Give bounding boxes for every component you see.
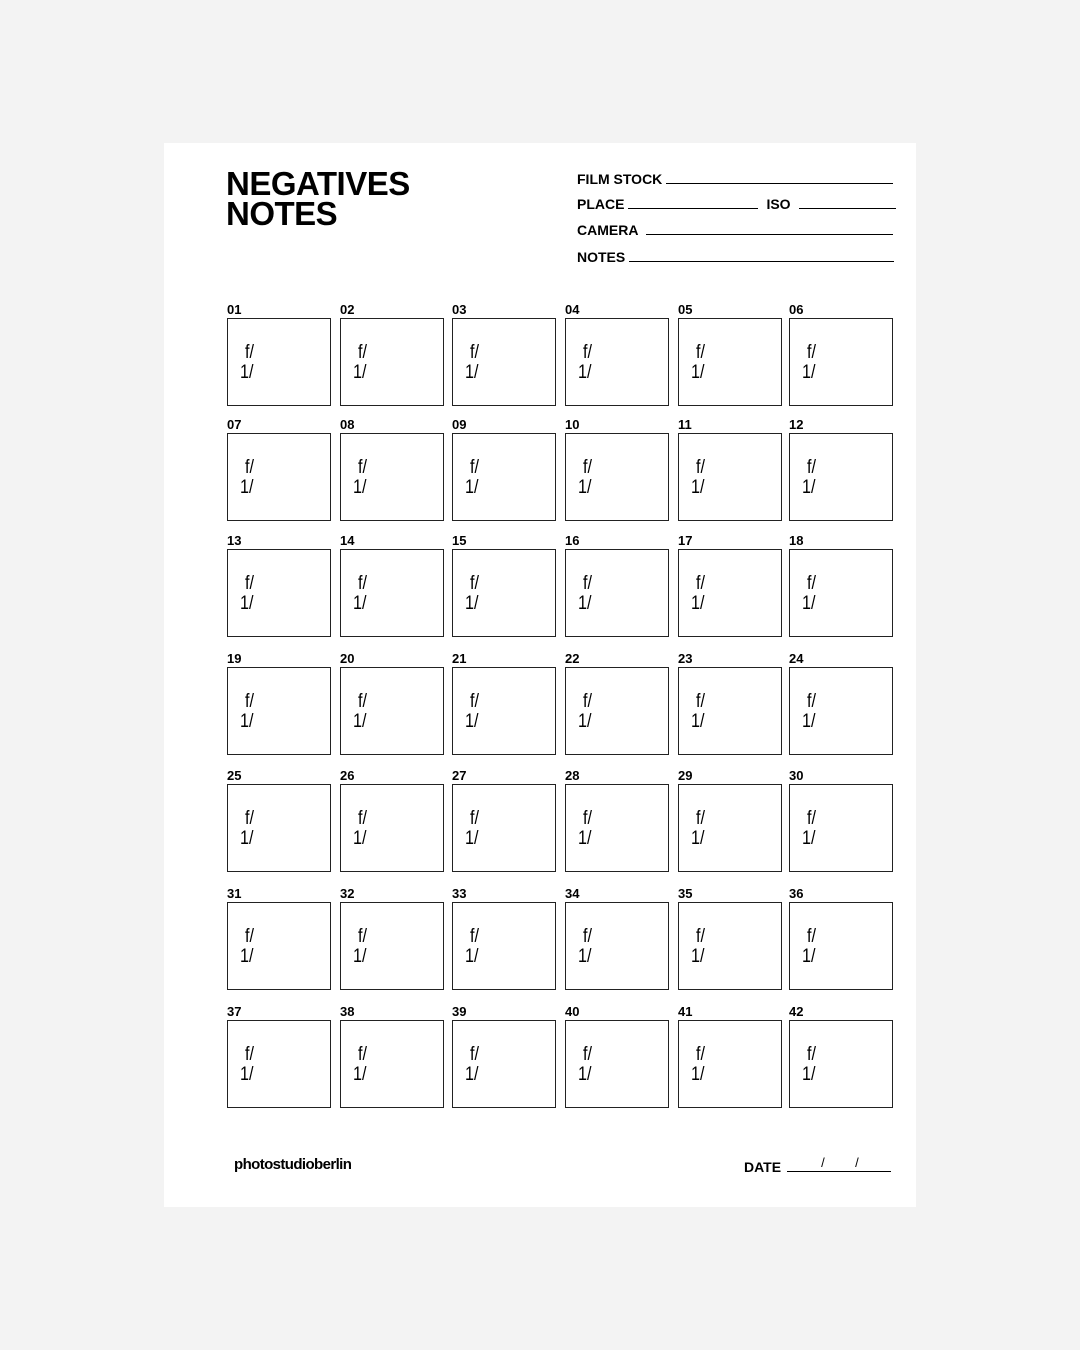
shutter-label: 1/ [578, 362, 592, 383]
aperture-label: f/ [696, 573, 705, 594]
frame-box[interactable] [340, 433, 444, 521]
place-field[interactable] [577, 196, 896, 212]
shutter-label: 1/ [691, 1064, 705, 1085]
frame-number: 09 [452, 417, 467, 432]
aperture-label: f/ [583, 1044, 592, 1065]
frame-box[interactable] [678, 902, 782, 990]
iso-label: ISO [766, 196, 791, 212]
aperture-label: f/ [358, 573, 367, 594]
aperture-label: f/ [470, 342, 479, 363]
frame-box[interactable] [340, 549, 444, 637]
frame-box[interactable] [678, 318, 782, 406]
frame-number: 20 [340, 651, 355, 666]
aperture-label: f/ [245, 691, 254, 712]
film-stock-field[interactable] [577, 171, 893, 187]
frame-number: 22 [565, 651, 580, 666]
shutter-label: 1/ [691, 593, 705, 614]
aperture-label: f/ [807, 573, 816, 594]
frame-number: 36 [789, 886, 804, 901]
frame-box[interactable] [452, 784, 556, 872]
aperture-label: f/ [470, 808, 479, 829]
frame-number: 24 [789, 651, 804, 666]
aperture-label: f/ [583, 926, 592, 947]
aperture-label: f/ [583, 573, 592, 594]
notes-label: NOTES [577, 249, 626, 265]
shutter-label: 1/ [691, 362, 705, 383]
frame-box[interactable] [565, 549, 669, 637]
frame-number: 42 [789, 1004, 804, 1019]
frame-number: 25 [227, 768, 242, 783]
aperture-label: f/ [696, 926, 705, 947]
aperture-label: f/ [245, 808, 254, 829]
shutter-label: 1/ [578, 477, 592, 498]
place-label: PLACE [577, 196, 625, 212]
date-line[interactable] [787, 1157, 891, 1172]
aperture-label: f/ [470, 691, 479, 712]
frame-box[interactable] [789, 433, 893, 521]
frame-number: 41 [678, 1004, 693, 1019]
shutter-label: 1/ [578, 711, 592, 732]
shutter-label: 1/ [578, 828, 592, 849]
shutter-label: 1/ [465, 828, 479, 849]
frame-box[interactable] [565, 667, 669, 755]
date-separator: / [855, 1155, 859, 1170]
frame-box[interactable] [678, 667, 782, 755]
aperture-label: f/ [583, 342, 592, 363]
aperture-label: f/ [245, 573, 254, 594]
shutter-label: 1/ [691, 477, 705, 498]
shutter-label: 1/ [353, 362, 367, 383]
frame-box[interactable] [565, 318, 669, 406]
aperture-label: f/ [358, 1044, 367, 1065]
frame-box[interactable] [565, 902, 669, 990]
frame-number: 38 [340, 1004, 355, 1019]
shutter-label: 1/ [465, 477, 479, 498]
frame-number: 13 [227, 533, 242, 548]
shutter-label: 1/ [578, 593, 592, 614]
camera-label: CAMERA [577, 222, 639, 238]
aperture-label: f/ [583, 691, 592, 712]
camera-field[interactable] [577, 222, 893, 238]
aperture-label: f/ [807, 691, 816, 712]
aperture-label: f/ [807, 457, 816, 478]
page-title [226, 165, 410, 232]
frame-box[interactable] [789, 1020, 893, 1108]
shutter-label: 1/ [465, 362, 479, 383]
frame-number: 28 [565, 768, 580, 783]
frame-box[interactable] [789, 549, 893, 637]
frame-box[interactable] [678, 549, 782, 637]
frame-box[interactable] [789, 902, 893, 990]
frame-number: 10 [565, 417, 580, 432]
aperture-label: f/ [245, 457, 254, 478]
frame-number: 04 [565, 302, 580, 317]
frame-box[interactable] [227, 784, 331, 872]
frame-number: 19 [227, 651, 242, 666]
aperture-label: f/ [470, 1044, 479, 1065]
title-line-2: NOTES [226, 195, 338, 232]
frame-box[interactable] [565, 784, 669, 872]
iso-line[interactable] [799, 208, 896, 209]
aperture-label: f/ [245, 1044, 254, 1065]
shutter-label: 1/ [353, 593, 367, 614]
frame-box[interactable] [227, 433, 331, 521]
frame-number: 21 [452, 651, 467, 666]
frame-number: 30 [789, 768, 804, 783]
shutter-label: 1/ [353, 946, 367, 967]
shutter-label: 1/ [240, 828, 254, 849]
film-stock-line[interactable] [666, 183, 893, 184]
aperture-label: f/ [358, 926, 367, 947]
frame-box[interactable] [340, 318, 444, 406]
aperture-label: f/ [696, 342, 705, 363]
frame-box[interactable] [678, 1020, 782, 1108]
shutter-label: 1/ [802, 711, 816, 732]
aperture-label: f/ [358, 457, 367, 478]
frame-box[interactable] [565, 433, 669, 521]
aperture-label: f/ [583, 808, 592, 829]
shutter-label: 1/ [240, 477, 254, 498]
frame-box[interactable] [452, 318, 556, 406]
date-field[interactable] [744, 1157, 891, 1175]
shutter-label: 1/ [353, 1064, 367, 1085]
frame-number: 33 [452, 886, 467, 901]
frame-box[interactable] [227, 667, 331, 755]
film-stock-label: FILM STOCK [577, 171, 663, 187]
frame-box[interactable] [678, 433, 782, 521]
frame-box[interactable] [227, 549, 331, 637]
shutter-label: 1/ [465, 1064, 479, 1085]
shutter-label: 1/ [465, 711, 479, 732]
frame-number: 14 [340, 533, 355, 548]
shutter-label: 1/ [802, 1064, 816, 1085]
shutter-label: 1/ [802, 593, 816, 614]
frame-number: 39 [452, 1004, 467, 1019]
aperture-label: f/ [583, 457, 592, 478]
frame-box[interactable] [678, 784, 782, 872]
aperture-label: f/ [470, 457, 479, 478]
frame-number: 11 [678, 417, 692, 432]
frame-number: 17 [678, 533, 693, 548]
frame-number: 02 [340, 302, 355, 317]
shutter-label: 1/ [240, 593, 254, 614]
aperture-label: f/ [358, 808, 367, 829]
frame-number: 23 [678, 651, 693, 666]
frame-number: 34 [565, 886, 580, 901]
shutter-label: 1/ [465, 593, 479, 614]
frame-number: 12 [789, 417, 804, 432]
negatives-notes-sheet [164, 143, 916, 1207]
shutter-label: 1/ [578, 1064, 592, 1085]
shutter-label: 1/ [802, 828, 816, 849]
date-separator: / [821, 1155, 825, 1170]
frame-number: 18 [789, 533, 804, 548]
frame-box[interactable] [789, 784, 893, 872]
shutter-label: 1/ [240, 711, 254, 732]
frame-number: 37 [227, 1004, 242, 1019]
frame-box[interactable] [452, 902, 556, 990]
frame-box[interactable] [452, 549, 556, 637]
aperture-label: f/ [470, 926, 479, 947]
aperture-label: f/ [807, 808, 816, 829]
frame-number: 03 [452, 302, 467, 317]
frame-number: 31 [227, 886, 242, 901]
brand-logo: photostudioberlin [234, 1156, 352, 1173]
frame-box[interactable] [452, 433, 556, 521]
aperture-label: f/ [807, 1044, 816, 1065]
frame-number: 29 [678, 768, 693, 783]
frame-number: 26 [340, 768, 355, 783]
shutter-label: 1/ [353, 477, 367, 498]
frame-box[interactable] [227, 902, 331, 990]
shutter-label: 1/ [802, 362, 816, 383]
title-line-1: NEGATIVES [226, 165, 410, 202]
frame-number: 40 [565, 1004, 580, 1019]
shutter-label: 1/ [353, 711, 367, 732]
shutter-label: 1/ [691, 711, 705, 732]
frame-number: 27 [452, 768, 467, 783]
frame-box[interactable] [452, 1020, 556, 1108]
aperture-label: f/ [245, 926, 254, 947]
frame-box[interactable] [227, 318, 331, 406]
frame-number: 16 [565, 533, 580, 548]
shutter-label: 1/ [802, 477, 816, 498]
frame-box[interactable] [565, 1020, 669, 1108]
aperture-label: f/ [696, 808, 705, 829]
aperture-label: f/ [807, 342, 816, 363]
notes-field[interactable] [577, 249, 894, 265]
frame-number: 07 [227, 417, 242, 432]
aperture-label: f/ [358, 342, 367, 363]
frame-box[interactable] [340, 902, 444, 990]
shutter-label: 1/ [578, 946, 592, 967]
shutter-label: 1/ [353, 828, 367, 849]
frame-number: 35 [678, 886, 693, 901]
frame-number: 32 [340, 886, 355, 901]
frame-box[interactable] [789, 318, 893, 406]
aperture-label: f/ [807, 926, 816, 947]
shutter-label: 1/ [802, 946, 816, 967]
aperture-label: f/ [696, 457, 705, 478]
shutter-label: 1/ [465, 946, 479, 967]
frame-number: 15 [452, 533, 467, 548]
shutter-label: 1/ [240, 946, 254, 967]
frame-box[interactable] [789, 667, 893, 755]
aperture-label: f/ [696, 1044, 705, 1065]
frame-box[interactable] [227, 1020, 331, 1108]
date-label: DATE [744, 1159, 782, 1175]
shutter-label: 1/ [691, 828, 705, 849]
notes-line[interactable] [629, 261, 894, 262]
frame-number: 08 [340, 417, 355, 432]
camera-line[interactable] [646, 234, 893, 235]
aperture-label: f/ [470, 573, 479, 594]
frame-box[interactable] [340, 1020, 444, 1108]
shutter-label: 1/ [240, 362, 254, 383]
frame-number: 06 [789, 302, 804, 317]
frame-box[interactable] [452, 667, 556, 755]
place-line[interactable] [628, 208, 758, 209]
shutter-label: 1/ [691, 946, 705, 967]
aperture-label: f/ [696, 691, 705, 712]
frame-number: 01 [227, 302, 242, 317]
frame-number: 05 [678, 302, 693, 317]
frame-box[interactable] [340, 667, 444, 755]
aperture-label: f/ [245, 342, 254, 363]
aperture-label: f/ [358, 691, 367, 712]
frame-box[interactable] [340, 784, 444, 872]
shutter-label: 1/ [240, 1064, 254, 1085]
